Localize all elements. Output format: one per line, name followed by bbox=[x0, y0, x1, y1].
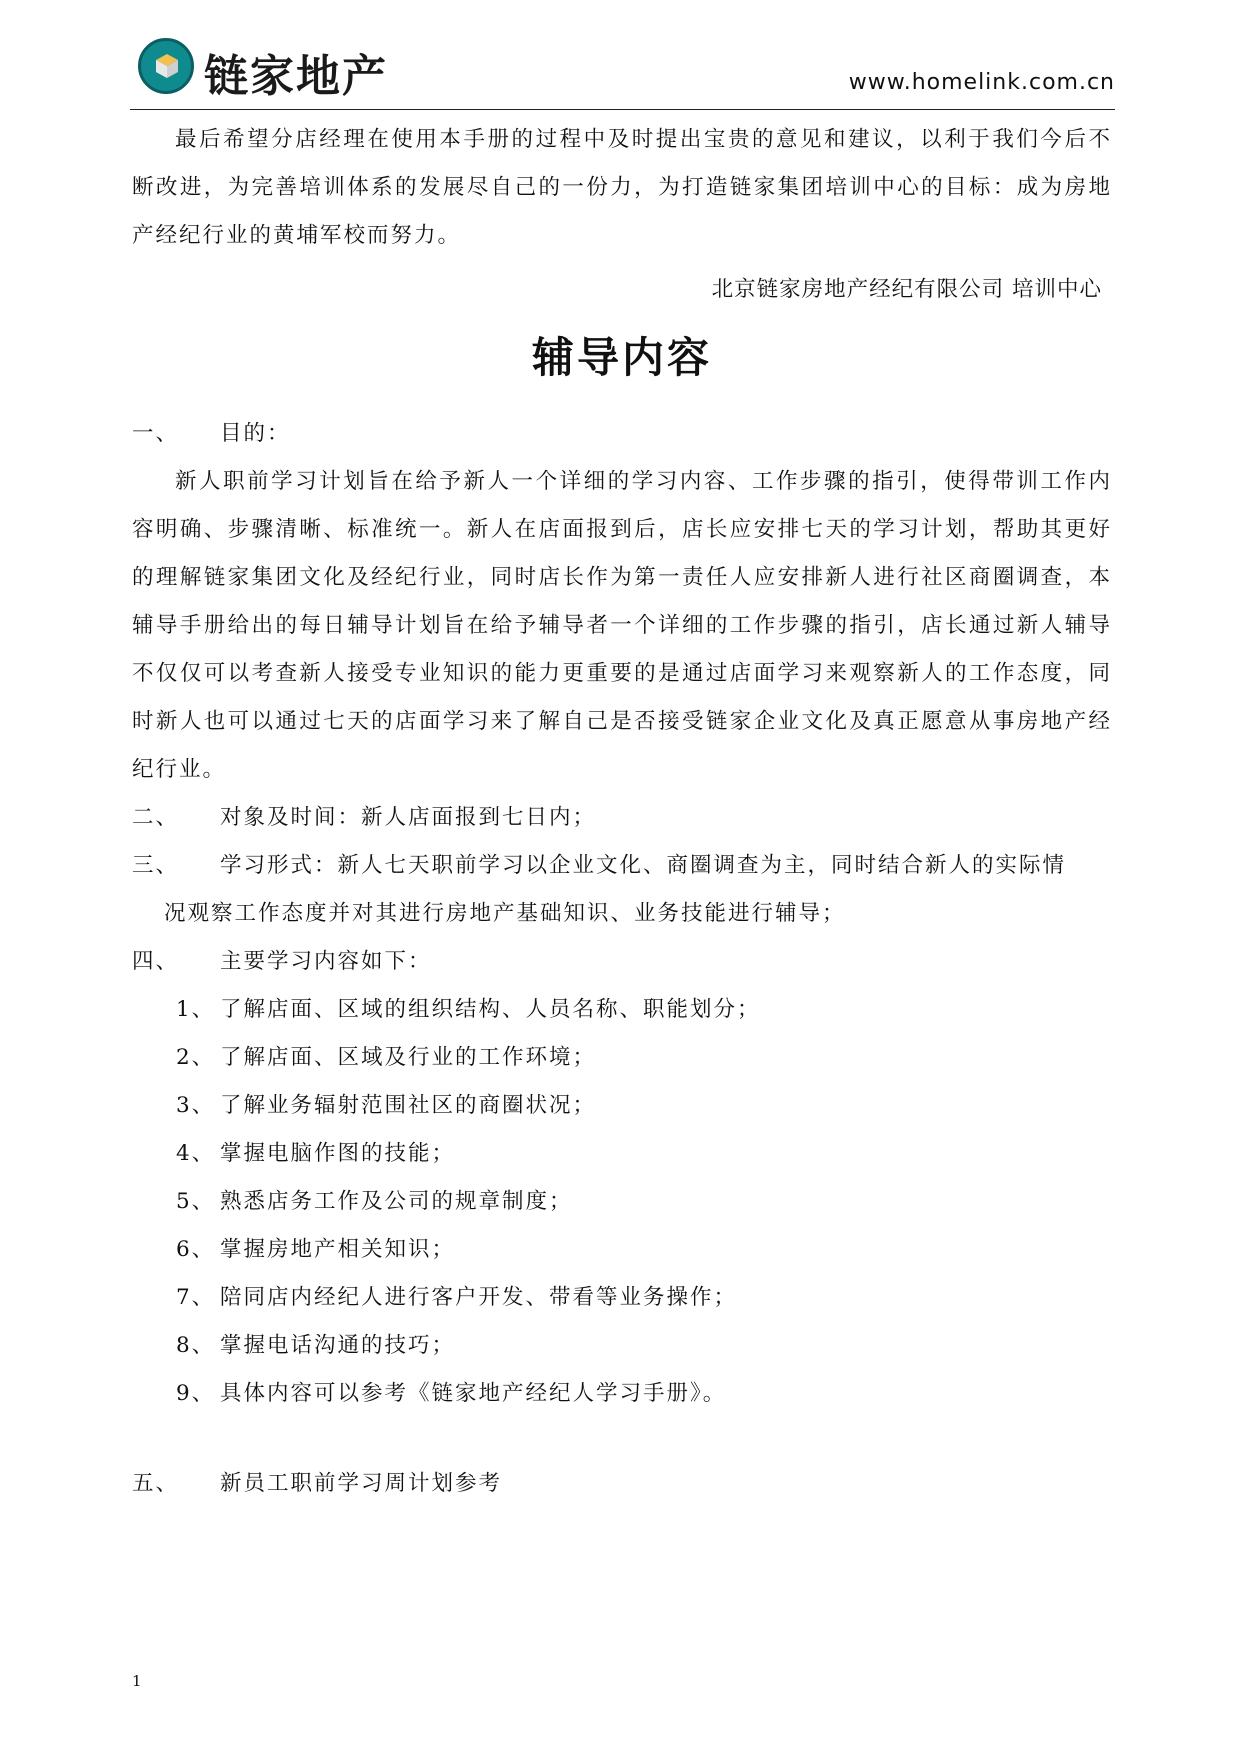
item-number: 3、 bbox=[176, 1093, 216, 1118]
list-item bbox=[132, 1370, 1112, 1418]
item-text: 熟悉店务工作及公司的规章制度； bbox=[220, 1189, 573, 1214]
section-text: 学习形式：新人七天职前学习以企业文化、商圈调查为主，同时结合新人的实际情 bbox=[220, 853, 1067, 878]
signature: 北京链家房地产经纪有限公司 培训中心 bbox=[711, 277, 1102, 302]
section-3 bbox=[132, 842, 1112, 890]
section-1-heading bbox=[132, 410, 1112, 458]
item-number: 2、 bbox=[176, 1045, 216, 1070]
cube-icon bbox=[155, 53, 179, 79]
intro-paragraph: 最后希望分店经理在使用本手册的过程中及时提出宝贵的意见和建议，以利于我们今后不断改进，为完善培训体系的发展尽自己的一份力，为打造链家集团培训中心的目标：成为房地产经纪行业的黄埔军校而努力。 bbox=[132, 127, 1112, 248]
section-text: 对象及时间：新人店面报到七日内； bbox=[220, 805, 597, 830]
section-number: 四、 bbox=[132, 949, 180, 974]
header-divider bbox=[130, 109, 1115, 110]
item-text: 了解店面、区域及行业的工作环境； bbox=[220, 1045, 597, 1070]
item-number: 6、 bbox=[176, 1237, 216, 1262]
item-number: 7、 bbox=[176, 1285, 216, 1310]
brand-logo bbox=[138, 38, 438, 100]
list-item bbox=[132, 1178, 1112, 1226]
item-text: 掌握房地产相关知识； bbox=[220, 1237, 456, 1262]
section-number: 五、 bbox=[132, 1471, 180, 1496]
section-3-continuation: 况观察工作态度并对其进行房地产基础知识、业务技能进行辅导； bbox=[164, 901, 846, 926]
section-4 bbox=[132, 938, 1112, 986]
item-text: 具体内容可以参考《链家地产经纪人学习手册》。 bbox=[220, 1381, 727, 1406]
section-text: 主要学习内容如下： bbox=[220, 949, 432, 974]
item-text: 了解业务辐射范围社区的商圈状况； bbox=[220, 1093, 597, 1118]
item-text: 了解店面、区域的组织结构、人员名称、职能划分； bbox=[220, 997, 761, 1022]
spacer bbox=[132, 1418, 1112, 1460]
item-number: 9、 bbox=[176, 1381, 216, 1406]
brand-name: 链家地产 bbox=[204, 51, 388, 102]
page-header bbox=[130, 34, 1115, 112]
list-item bbox=[132, 1226, 1112, 1274]
page-number: 1 bbox=[132, 1672, 142, 1690]
list-item bbox=[132, 1130, 1112, 1178]
item-number: 1、 bbox=[176, 997, 216, 1022]
section-2 bbox=[132, 794, 1112, 842]
section-text: 新员工职前学习周计划参考 bbox=[220, 1471, 503, 1496]
section-1-body: 新人职前学习计划旨在给予新人一个详细的学习内容、工作步骤的指引，使得带训工作内容明确、步骤清晰、标准统一。新人在店面报到后，店长应安排七天的学习计划，帮助其更好的理解链家集团文化及经纪行业，同时店长作为第一责任人应安排新人进行社区商圈调查，本辅导手册给出的每日辅导计划旨在给予辅导者一个详细的工作步骤的指引，店长通过新人辅导不仅仅可以考查新人接受专业知识的能力更重要的是通过店面学习来观察新人的工作态度，同时新人也可以通过七天的店面学习来了解自己是否接受链家企业文化及真正愿意从事房地产经纪行业。 bbox=[132, 469, 1112, 782]
section-number: 一、 bbox=[132, 421, 180, 446]
section-5 bbox=[132, 1460, 1112, 1508]
page-title: 辅导内容 bbox=[531, 333, 712, 382]
list-item bbox=[132, 1034, 1112, 1082]
list-item bbox=[132, 1274, 1112, 1322]
item-number: 4、 bbox=[176, 1141, 216, 1166]
list-item bbox=[132, 1082, 1112, 1130]
item-text: 掌握电脑作图的技能； bbox=[220, 1141, 456, 1166]
section-number: 二、 bbox=[132, 805, 180, 830]
item-text: 掌握电话沟通的技巧； bbox=[220, 1333, 456, 1358]
item-number: 8、 bbox=[176, 1333, 216, 1358]
section-heading: 目的： bbox=[220, 421, 291, 446]
page-content bbox=[132, 116, 1112, 1508]
list-item bbox=[132, 1322, 1112, 1370]
item-number: 5、 bbox=[176, 1189, 216, 1214]
list-item bbox=[132, 986, 1112, 1034]
item-text: 陪同店内经纪人进行客户开发、带看等业务操作； bbox=[220, 1285, 738, 1310]
section-number: 三、 bbox=[132, 853, 180, 878]
logo-mark-icon bbox=[138, 38, 194, 94]
website-url: www.homelink.com.cn bbox=[848, 70, 1115, 95]
